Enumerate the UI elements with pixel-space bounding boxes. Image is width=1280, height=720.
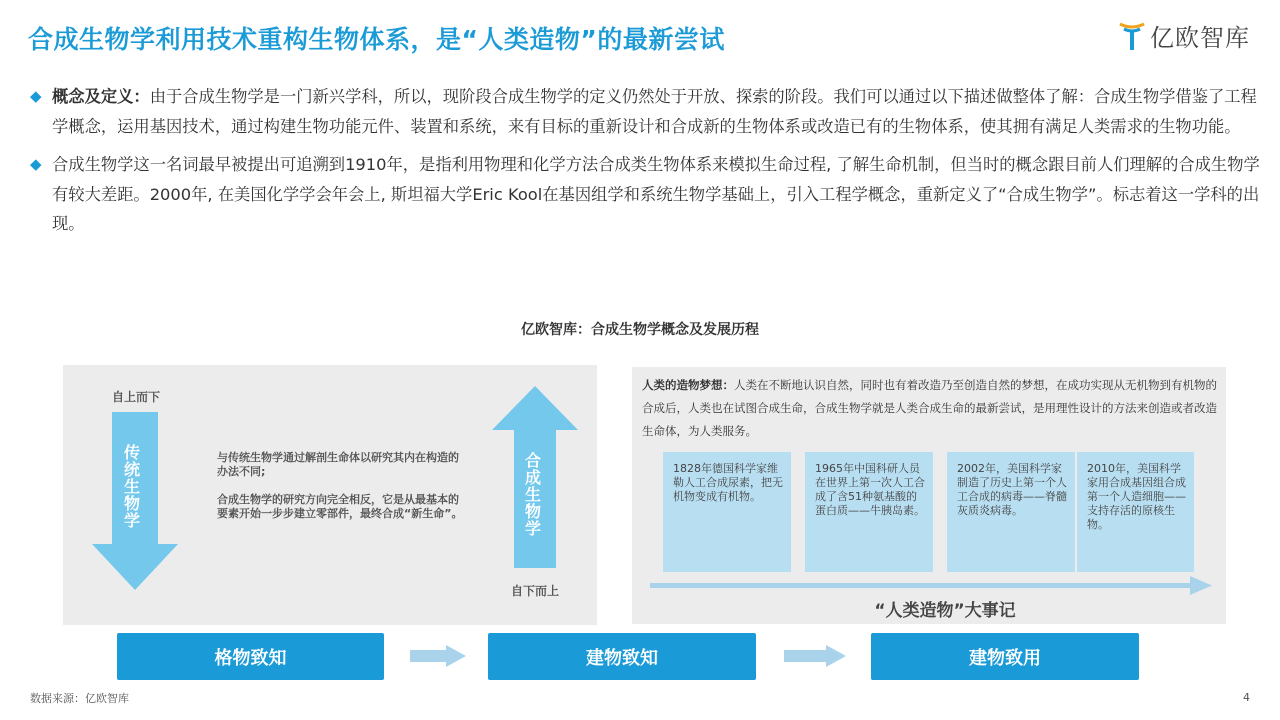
stage-1-box: 格物致知	[117, 633, 384, 680]
event-card-1965: 1965年中国科研人员在世界上第一次人工合成了含51种氨基酸的蛋白质——牛胰岛素。	[805, 452, 933, 572]
stage-3-box: 建物致用	[871, 633, 1139, 680]
logo-text: 亿欧智库	[1150, 24, 1250, 52]
stage-2-box: 建物致知	[488, 633, 756, 680]
event-card-1828: 1828年德国科学家维勒人工合成尿素，把无机物变成有机物。	[663, 452, 791, 572]
bullet-definition	[30, 82, 1260, 141]
diamond-bullet-icon: ◆	[30, 155, 42, 173]
description-1: 与传统生物学通过解剖生命体以研究其内在构造的办法不同;	[217, 451, 459, 478]
logo-mark-icon	[1118, 20, 1146, 52]
bullet-text: 合成生物学这一名词最早被提出可追溯到1910年，是指利用物理和化学方法合成类生物体系来模拟生命过程, 了解生命机制，但当时的概念跟目前人们理解的合成生物学有较大差距。2000年, 在美国化学学会年会上, 斯坦福大学Eric Kool在基因组学和系统生物学基础上，引入工程学概念，重新定义了“合成生物学”。标志着这一学科的出现。	[52, 155, 1260, 233]
event-card-2002: 2002年，美国科学家制造了历史上第一个人工合成的病毒——脊髓灰质炎病毒。	[947, 452, 1075, 572]
page-number: 4	[1243, 691, 1250, 704]
intro-bullets	[30, 82, 1260, 248]
dream-lead: 人类的造物梦想：	[642, 378, 734, 392]
approach-description	[217, 451, 467, 535]
bottom-up-label: 自下而上	[511, 584, 560, 598]
timeline-arrow-icon	[650, 576, 1212, 596]
brand-logo	[1118, 18, 1250, 53]
dream-paragraph	[642, 374, 1218, 443]
flow-arrow-icon	[784, 645, 846, 667]
traditional-biology-label: 传统生物学	[123, 443, 140, 530]
page-title: 合成生物学利用技术重构生物体系，是“人类造物”的最新尝试	[28, 25, 725, 54]
event-card-2010: 2010年，美国科学家用合成基因组合成第一个人造细胞——支持存活的原核生物。	[1077, 452, 1194, 572]
flow-arrow-icon	[410, 645, 466, 667]
bullet-lead: 概念及定义：	[52, 87, 150, 106]
top-down-label: 自上而下	[112, 390, 161, 404]
synthetic-biology-label: 合成生物学	[524, 451, 541, 538]
bullet-text: 由于合成生物学是一门新兴学科，所以，现阶段合成生物学的定义仍然处于开放、探索的阶段。我们可以通过以下描述做整体了解：合成生物学借鉴了工程学概念，运用基因技术，通过构建生物功能元件、装置和系统，来有目标的重新设计和合成新的生物体系或改造已有的生物体系，使其拥有满足人类需求的生物功能。	[52, 87, 1257, 136]
dream-text: 人类在不断地认识自然，同时也有着改造乃至创造自然的梦想，在成功实现从无机物到有机物的合成后，人类也在试图合成生命，合成生物学就是人类合成生命的最新尝试，是用理性设计的方法来创造或者改造生命体，为人类服务。	[642, 378, 1217, 438]
description-2: 合成生物学的研究方向完全相反，它是从最基本的要素开始一步步建立零部件，最终合成“新生命”。	[217, 493, 463, 520]
data-source: 数据来源：亿欧智库	[30, 692, 129, 705]
timeline-label: “人类造物”大事记	[874, 601, 1016, 621]
diamond-bullet-icon: ◆	[30, 87, 42, 105]
bullet-history	[30, 150, 1260, 239]
figure-title: 亿欧智库：合成生物学概念及发展历程	[521, 322, 759, 338]
